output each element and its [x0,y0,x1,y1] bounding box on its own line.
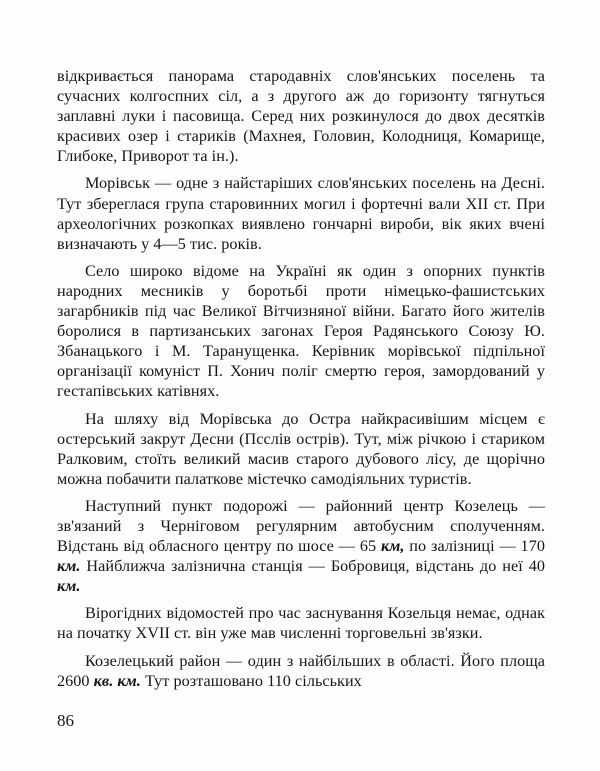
paragraph-text: Тут розташовано 110 сільських [140,671,362,690]
paragraph [57,651,545,691]
paragraph-text: Козелецький район — один з найбільших в області. Його площа 2600 [57,651,545,690]
paragraph [57,173,545,253]
paragraph [57,496,545,596]
unit-km: км. [57,577,81,596]
unit-km: км, [380,537,405,556]
unit-sq-km: кв. км. [93,671,141,690]
paragraph-text: На шляху від Морівська до Остра найкрасивішим місцем є остерський закрут Десни (Псслів острів). Тут, між річкою і стариком Ралковим, стоїть великий масив старого дубового лісу, де щорічно можна побачити палаткове містечко самодіяльних туристів. [57,409,545,488]
paragraph [57,409,545,489]
paragraph-text: по залізниці — 170 [404,537,545,556]
body-text [57,66,545,698]
paragraph-text: Наступний пункт подорожі — районний центр Козелець — зв'язаний з Черніговом регулярним автобусним сполученням. Відстань від обласного центру по шосе — 65 [57,496,545,556]
paragraph-text: відкривається панорама стародавніх слов'янських поселень та сучасних колгоспних сіл, а з другого аж до горизонту тягнуться заплавні луки і пасовища. Серед них розкинулося до двох десятків красивих озер і стариків (Махнея, Головин, Колодниця, Комарище, Глибоке, Приворот та ін.). [57,67,545,166]
unit-km: км. [57,557,81,576]
paragraph-text: Вірогідних відомостей про час заснування Козельця немає, однак на початку XVII ст. він уже мав численні торговельні зв'язки. [57,604,545,643]
paragraph [57,66,545,166]
paragraph-text: Морівськ — одне з найстаріших слов'янських поселень на Десні. Тут збереглася група старовинних могил і фортечні вали XII ст. При археологічних розкопках виявлено гончарні вироби, вік яких вчені визначають у 4—5 тис. років. [57,174,545,253]
paragraph-text: Найближча залізнична станція — Бобровиця, відстань до неї 40 [80,557,545,576]
paragraph [57,261,545,402]
paragraph-text: Село широко відоме на Україні як один з опорних пунктів народних месників у боротьбі проти німецько-фашистських загарбників під час Великої Вітчизняної війни. Багато його жителів боролися в партизанських загонах Героя Радянського Союзу Ю. Збанацького і М. Таранущенка. Керівник морівської підпільної організації комуніст П. Хонич поліг смертю героя, замордований у гестапівських катівнях. [57,261,545,401]
paragraph [57,603,545,643]
page-number: 86 [57,711,74,730]
